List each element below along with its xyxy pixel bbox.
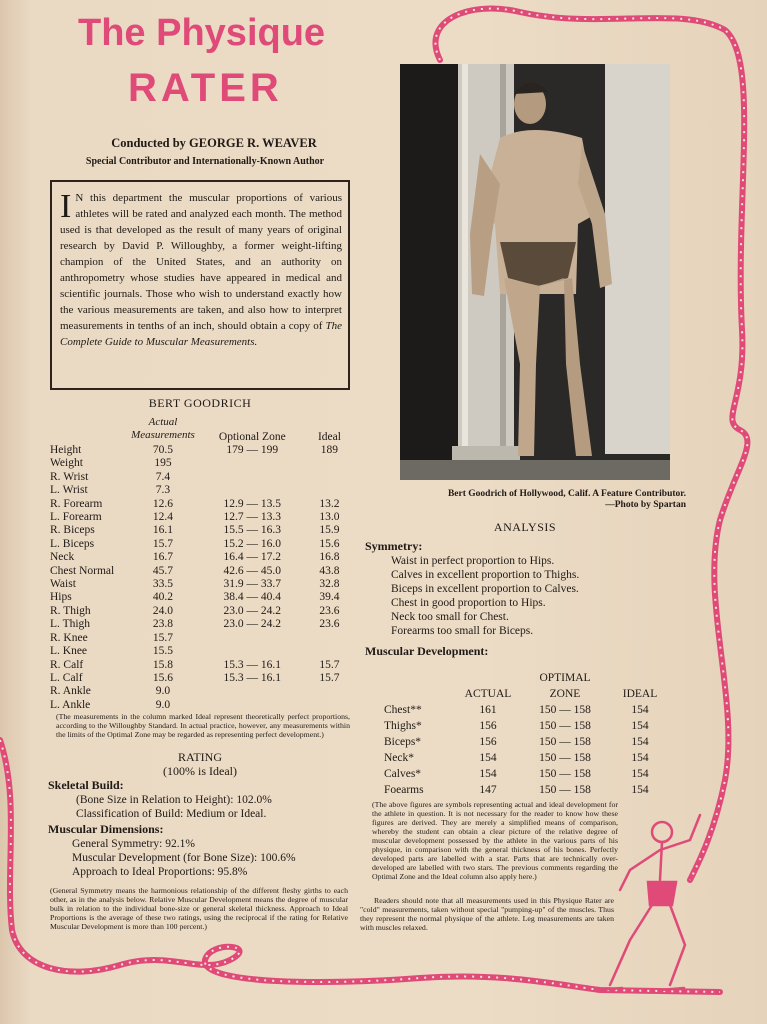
dimensions-note: (General Symmetry means the harmonious relationship of the different fleshy girths to each other, as in the analysis below. Relative Muscular Development means the degree of muscular bulk in relation to the individual bone-size or general skeletal thickness. Approach to Ideal Proportions is the average of these two ratings, using the reciprocal if the rating for Relative Muscular Development is more than 100 percent.)	[50, 886, 348, 931]
intro-text: N this department the muscular proportions of various athletes will be rated and analyzed each month. The method used is that developed as the result of many years of original research by David P. Willoughby, a former weight-lifting champion of the United States, and an authority on anthropometry whose studies have appeared in medical and scientific journals. Those who wish to understand exactly how the various measurements are taken, and also how to interpret measurements in tenths of an inch, should obtain a copy of	[60, 192, 342, 332]
measurement-actual: 45.7	[152, 564, 174, 577]
measurement-part: L. Knee	[50, 645, 88, 658]
measurement-zone	[196, 484, 309, 497]
development-actual: 156	[479, 736, 497, 748]
header-actual: Actual Measurements	[131, 416, 195, 441]
measurement-part: R. Forearm	[50, 497, 103, 510]
measurement-row	[50, 565, 350, 578]
development-part: Biceps*	[384, 736, 422, 748]
measurement-ideal: 23.6	[319, 618, 340, 631]
title-line-2: RATER	[128, 66, 283, 110]
development-row	[384, 702, 670, 718]
measurement-part: L. Wrist	[50, 484, 88, 497]
measurement-actual: 24.0	[152, 604, 174, 617]
measurements-table	[50, 414, 350, 712]
athlete-photo	[400, 64, 670, 480]
analysis-section	[365, 520, 685, 638]
measurement-actual: 16.1	[152, 524, 174, 537]
development-zone: 150 — 158	[539, 720, 591, 732]
measurement-part: R. Knee	[50, 631, 88, 644]
measurement-row	[50, 618, 350, 631]
intro-box	[50, 180, 350, 390]
measurement-zone	[196, 645, 309, 658]
skeletal-build	[48, 778, 358, 821]
photo-caption	[370, 489, 686, 511]
development-zone: 150 — 158	[539, 704, 591, 716]
measurement-zone: 23.0 — 24.2	[223, 604, 282, 617]
rating-sub: (100% is Ideal)	[163, 764, 237, 778]
measurement-part: Weight	[50, 457, 83, 470]
byline: Conducted by GEORGE R. WEAVER	[111, 136, 317, 150]
measurement-row	[50, 659, 350, 672]
development-part: Foearms	[384, 784, 424, 796]
measurement-part: R. Ankle	[50, 685, 91, 698]
title-line-1: The Physique	[78, 12, 326, 54]
development-zone: 150 — 158	[539, 768, 591, 780]
development-ideal: 154	[631, 720, 649, 732]
dims-line-3: Approach to Ideal Proportions: 95.8%	[72, 866, 248, 878]
measurement-part: R. Thigh	[50, 604, 91, 617]
measurement-row	[50, 672, 350, 685]
measurement-actual: 9.0	[155, 685, 171, 698]
measurement-row	[50, 498, 350, 511]
measurement-row	[50, 685, 350, 698]
analysis-heading: ANALYSIS	[493, 520, 557, 534]
measurement-actual: 40.2	[152, 591, 174, 604]
measurement-row	[50, 457, 350, 470]
development-heading: Muscular Development:	[365, 644, 489, 658]
intro-book-title: The Complete Guide to Muscular Measurements.	[60, 320, 342, 348]
drop-cap: I	[60, 188, 72, 225]
measurement-zone: 15.3 — 16.1	[223, 658, 282, 671]
symmetry-item: Calves in excellent proportion to Thighs.	[391, 569, 580, 581]
development-note: (The above figures are symbols representing actual and ideal development for the athlete in question. It is not necessary for the reader to know how these figures are derived. They are merely a simplified means of comparison, whereby the student can obtain a clear picture of the relative degree of muscular development possessed by the athlete in the various parts of his physique, in comparison with the general thickness of his bones. Perfectly developed parts are labelled with a star. Parts that are technically over-developed are labelled with two stars. The previous comments regarding the Optimal Zone and the Ideal column also apply here.)	[372, 800, 618, 881]
header-optimal: OPTIMAL	[539, 672, 591, 684]
development-part: Thighs*	[384, 720, 422, 732]
readers-note: Readers should note that all measurements used in this Physique Rater are "cold" measurements, taken without special "pumping-up" of the muscles. Thus they represent the normal physique of the athlete. Leg measurements are taken with muscles relaxed.	[360, 896, 614, 932]
measurement-zone: 179 — 199	[226, 444, 279, 456]
measurement-zone: 15.3 — 16.1	[223, 671, 282, 684]
measurement-ideal	[309, 471, 350, 484]
measurement-ideal	[309, 645, 350, 658]
measurement-actual: 7.4	[155, 470, 171, 483]
measurement-actual: 15.8	[152, 658, 174, 671]
measurement-part: Waist	[50, 578, 76, 591]
measurement-row	[50, 551, 350, 564]
measurement-actual: 12.6	[152, 497, 174, 510]
measurement-row	[50, 605, 350, 618]
measurement-zone: 38.4 — 40.4	[223, 591, 282, 604]
development-zone: 150 — 158	[539, 752, 591, 764]
development-part: Calves*	[384, 768, 422, 780]
measurement-ideal: 15.7	[319, 671, 340, 684]
development-row	[384, 734, 670, 750]
development-part: Chest**	[384, 704, 422, 716]
measurement-part: Height	[50, 444, 82, 456]
measurement-part: Neck	[50, 551, 75, 564]
dims-line-1: General Symmetry: 92.1%	[72, 838, 195, 850]
measurement-zone: 16.4 — 17.2	[223, 551, 282, 564]
measurement-ideal	[309, 632, 350, 645]
measurement-ideal	[309, 457, 350, 470]
measurement-ideal	[309, 685, 350, 698]
measurement-part: L. Biceps	[50, 537, 95, 550]
rating-heading: RATING	[178, 750, 222, 764]
development-actual: 147	[479, 784, 497, 796]
development-actual: 161	[479, 704, 497, 716]
measurement-part: L. Forearm	[50, 511, 102, 524]
measurement-zone: 42.6 — 45.0	[223, 564, 282, 577]
measurement-zone	[196, 685, 309, 698]
measurement-ideal: 189	[320, 444, 339, 456]
measurement-zone	[196, 699, 309, 712]
caption-line-1: Bert Goodrich of Hollywood, Calif. A Feature Contributor.	[447, 489, 686, 499]
measurement-actual: 70.5	[152, 444, 174, 456]
development-zone: 150 — 158	[539, 784, 591, 796]
development-ideal: 154	[631, 736, 649, 748]
development-part: Neck*	[384, 752, 415, 764]
measurement-ideal: 32.8	[319, 578, 340, 591]
measurement-ideal: 23.6	[319, 604, 340, 617]
dims-line-2: Muscular Development (for Bone Size): 100.6%	[72, 852, 296, 864]
dims-heading: Muscular Dimensions:	[48, 822, 164, 836]
measurement-row	[50, 645, 350, 658]
muscular-dimensions	[48, 822, 363, 879]
athlete-photo-illustration	[400, 64, 670, 480]
measurement-part: Hips	[50, 591, 72, 604]
measurement-zone	[196, 457, 309, 470]
measurement-part: Chest Normal	[50, 564, 115, 577]
measurement-ideal: 15.9	[319, 524, 340, 537]
measurement-row	[50, 444, 350, 457]
symmetry-heading: Symmetry:	[365, 539, 423, 553]
measurement-part: R. Calf	[50, 658, 84, 671]
header-zone: Optional Zone	[218, 430, 286, 443]
development-row	[384, 766, 670, 782]
measurement-zone: 15.2 — 16.0	[223, 537, 282, 550]
symmetry-item: Neck too small for Chest.	[391, 611, 509, 623]
measurement-ideal: 15.7	[319, 658, 340, 671]
development-row	[384, 782, 670, 798]
skeletal-line-2: Classification of Build: Medium or Ideal.	[76, 808, 267, 820]
measurement-part: L. Thigh	[50, 618, 91, 631]
measurement-part: R. Wrist	[50, 470, 89, 483]
measurement-actual: 16.7	[152, 551, 174, 564]
measurement-note: (The measurements in the column marked Ideal represent theoretically perfect proportions, according to the Willoughby Standard. In actual practice, however, any measurements within the limits of the Optimal Zone may be regarded as representing perfect development.)	[56, 712, 350, 739]
measurement-row	[50, 632, 350, 645]
symmetry-item: Waist in perfect proportion to Hips.	[391, 555, 555, 567]
symmetry-item: Chest in good proportion to Hips.	[391, 597, 546, 609]
measurement-actual: 12.4	[152, 511, 174, 524]
measurement-zone	[196, 632, 309, 645]
header-dev-ideal: IDEAL	[622, 688, 658, 700]
measurement-zone: 23.0 — 24.2	[223, 618, 282, 631]
header-dev-zone: ZONE	[549, 688, 581, 700]
measurement-actual: 15.7	[152, 631, 174, 644]
measurement-actual: 7.3	[155, 484, 171, 497]
measurement-part: L. Calf	[50, 671, 83, 684]
measurement-ideal: 43.8	[319, 564, 340, 577]
athlete-name: BERT GOODRICH	[148, 396, 252, 410]
development-table	[384, 670, 670, 798]
skeletal-heading: Skeletal Build:	[48, 778, 124, 792]
measurement-row	[50, 484, 350, 497]
measurement-actual: 15.5	[152, 645, 174, 658]
measurement-actual: 15.7	[152, 537, 174, 550]
development-row	[384, 718, 670, 734]
measurement-part: L. Ankle	[50, 698, 91, 711]
symmetry-item: Biceps in excellent proportion to Calves.	[391, 583, 579, 595]
measurement-actual: 23.8	[152, 618, 174, 631]
measurement-actual: 195	[154, 457, 172, 470]
measurement-ideal: 13.0	[319, 511, 340, 524]
measurement-row	[50, 511, 350, 524]
measurement-ideal: 15.6	[319, 537, 340, 550]
measurement-ideal: 13.2	[319, 497, 340, 510]
development-actual: 156	[479, 720, 497, 732]
measurement-row	[50, 591, 350, 604]
measurement-ideal	[309, 699, 350, 712]
development-ideal: 154	[631, 704, 649, 716]
skeletal-line-1: (Bone Size in Relation to Height): 102.0%	[76, 794, 272, 806]
development-ideal: 154	[631, 768, 649, 780]
measurement-zone	[196, 471, 309, 484]
measurement-zone: 12.9 — 13.5	[223, 497, 282, 510]
measurement-part: R. Biceps	[50, 524, 95, 537]
rating-block	[50, 750, 350, 778]
measurement-actual: 15.6	[152, 671, 174, 684]
caption-line-2: —Photo by Spartan	[605, 500, 686, 510]
measurement-zone: 12.7 — 13.3	[223, 511, 282, 524]
measurement-actual: 9.0	[155, 698, 171, 711]
measurement-zone: 15.5 — 16.3	[223, 524, 282, 537]
header-dev-actual: ACTUAL	[464, 688, 512, 700]
measurement-zone: 31.9 — 33.7	[223, 578, 282, 591]
byline-sub: Special Contributor and Internationally-Known Author	[85, 156, 325, 167]
symmetry-item: Forearms too small for Biceps.	[391, 625, 534, 637]
measurement-ideal: 16.8	[319, 551, 340, 564]
development-ideal: 154	[631, 784, 649, 796]
symmetry-list	[365, 554, 685, 638]
development-zone: 150 — 158	[539, 736, 591, 748]
header-ideal: Ideal	[317, 430, 341, 443]
measurement-actual: 33.5	[152, 578, 174, 591]
measurement-row	[50, 538, 350, 551]
measurement-row	[50, 471, 350, 484]
measurement-row	[50, 699, 350, 712]
development-row	[384, 750, 670, 766]
measurement-row	[50, 578, 350, 591]
measurement-ideal	[309, 484, 350, 497]
development-actual: 154	[479, 752, 497, 764]
measurement-row	[50, 524, 350, 537]
development-actual: 154	[479, 768, 497, 780]
development-ideal: 154	[631, 752, 649, 764]
measurement-ideal: 39.4	[319, 591, 340, 604]
